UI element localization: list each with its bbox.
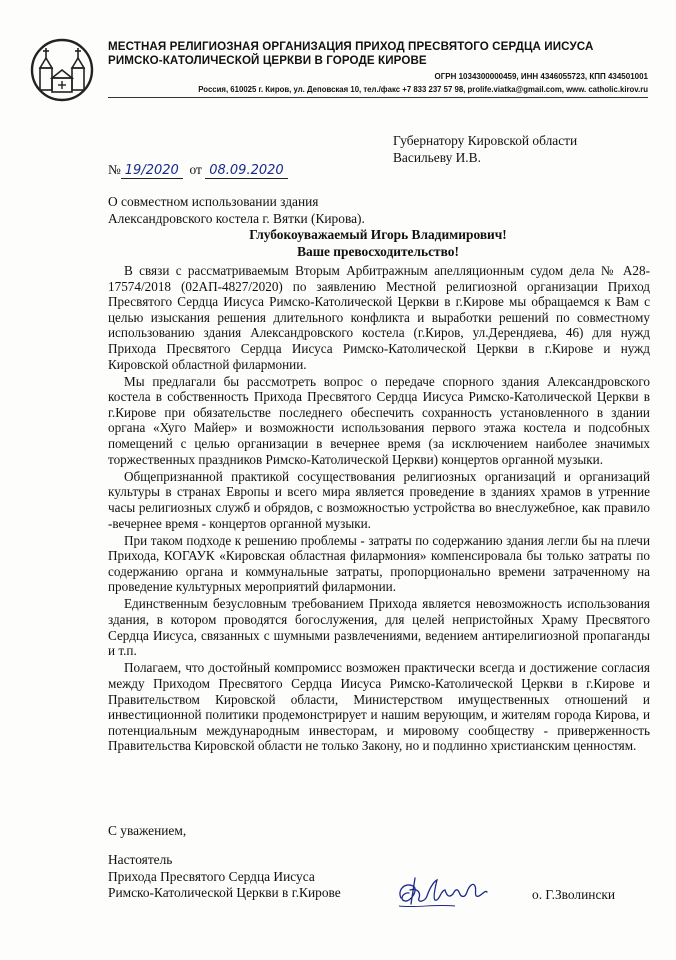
organization-title	[108, 40, 668, 68]
subject-line1: О совместном использовании здания	[108, 194, 319, 209]
recipient-line2: Васильеву И.В.	[393, 150, 481, 165]
body-paragraph: Общепризнанной практикой сосуществования религиозных организаций и организаций культуры в странах Европы и всего мира является проведение в зданиях храмов в утренние часы религиозных служб и обрядов, с возможностью устройства во внеслужебное, как правило -вечернее время - концертов органной музыки.	[108, 468, 650, 531]
subject-block	[108, 193, 365, 227]
body-paragraph: Полагаем, что достойный компромисс возможен практически всегда и достижение согласия между Приходом Пресвятого Сердца Иисуса Римско-Католической Церкви в г.Кирове и Правительством Кировской области, Министерством имущественных отношений и инвестиционной политики продемонстрирует и нашим верующим, и жителям города Кирова, и потенциальным международным инвесторам, и мировому сообществу - приверженность Правительства Кировской области не только Закону, но и подлинно христианским ценностям.	[108, 660, 650, 754]
reference-line	[108, 162, 288, 179]
reference-date-value: 08.09.2020	[209, 163, 284, 178]
organization-title-line2: РИМСКО-КАТОЛИЧЕСКОЙ ЦЕРКВИ В ГОРОДЕ КИРОВЕ	[108, 54, 427, 67]
letter-body	[108, 263, 650, 755]
handwritten-signature-icon	[395, 868, 490, 912]
body-paragraph: Мы предлагали бы рассмотреть вопрос о передаче спорного здания Александровского костела в собственность Прихода Пресвятого Сердца Иисуса Римско-Католической Церкви в г.Кирове при обязательстве последнего обеспечить сохранность установленного в здании органа «Хуго Майер» и возможности использования первого этажа костела и подсобных помещений с целью организации в вечернее время (за исключением наиболее значимых торжественных праздников Римско-Католической Церкви) концертов органной музыки.	[108, 373, 650, 467]
salutation	[108, 226, 648, 260]
signer-name: о. Г.Зволински	[532, 887, 616, 902]
signature-title-line1: Настоятель	[108, 852, 173, 867]
body-paragraph: Единственным безусловным требованием Прихода является невозможность использования здания, в котором проводятся богослужения, для целей непристойных Храму Пресвятого Сердца Иисуса, связанных с шумными развлечениями, ведением антирелигиозной пропаганды и т.п.	[108, 596, 650, 659]
recipient-line1: Губернатору Кировской области	[393, 133, 578, 148]
reference-number-value: 19/2020	[124, 163, 179, 178]
organization-address: Россия, 610025 г. Киров, ул. Деповская 10, тел./факс +7 833 237 57 98, prolife.viatka@gmail.com, www. catholic.kirov.ru	[198, 85, 648, 94]
signature-block	[108, 852, 341, 902]
organization-title-line1: МЕСТНАЯ РЕЛИГИОЗНАЯ ОРГАНИЗАЦИЯ ПРИХОД ПРЕСВЯТОГО СЕРДЦА ИИСУСА	[108, 40, 594, 53]
header-divider	[108, 97, 648, 98]
reference-number-label: №	[108, 162, 121, 177]
signature-title-line2: Прихода Пресвятого Сердца Иисуса	[108, 868, 315, 884]
church-logo-icon	[30, 38, 94, 102]
salutation-line2: Ваше превосходительство!	[297, 244, 459, 259]
recipient-block	[393, 132, 577, 166]
reference-date-label: от	[189, 162, 202, 177]
signature-title-line3: Римско-Католической Церкви в г.Кирове	[108, 885, 341, 901]
body-paragraph: При таком подходе к решению проблемы - затраты по содержанию здания легли бы на плечи Прихода, КОГАУК «Кировская областная филармония» компенсировала бы только затраты по содержанию органа и коммунальные затраты, пропорционально времени затраченному на проведение культурных мероприятий филармонии.	[108, 532, 650, 595]
subject-line2: Александровского костела г. Вятки (Кирова).	[108, 211, 365, 226]
body-paragraph: В связи с рассматриваемым Вторым Арбитражным апелляционным судом дела № А28-17574/2018 (02АП-4827/2020) по заявлению Местной религиозной организации Приход Пресвятого Сердца Иисуса Римско-Католической Церкви в г.Кирове мы обращаемся к Вам с целью изыскания решения длительного конфликта и выработки решений по совместному использованию здания Александровского костела (г.Киров, ул.Дерендяева, 46) для нужд Прихода Пресвятого Сердца Иисуса Римско-Католической Церкви в г.Кирове и нужд Кировской областной филармонии.	[108, 263, 650, 372]
closing-phrase: С уважением,	[108, 823, 187, 838]
organization-codes: ОГРН 1034300000459, ИНН 4346055723, КПП 434501001	[434, 72, 648, 81]
salutation-line1: Глубокоуважаемый Игорь Владимирович!	[249, 227, 507, 242]
